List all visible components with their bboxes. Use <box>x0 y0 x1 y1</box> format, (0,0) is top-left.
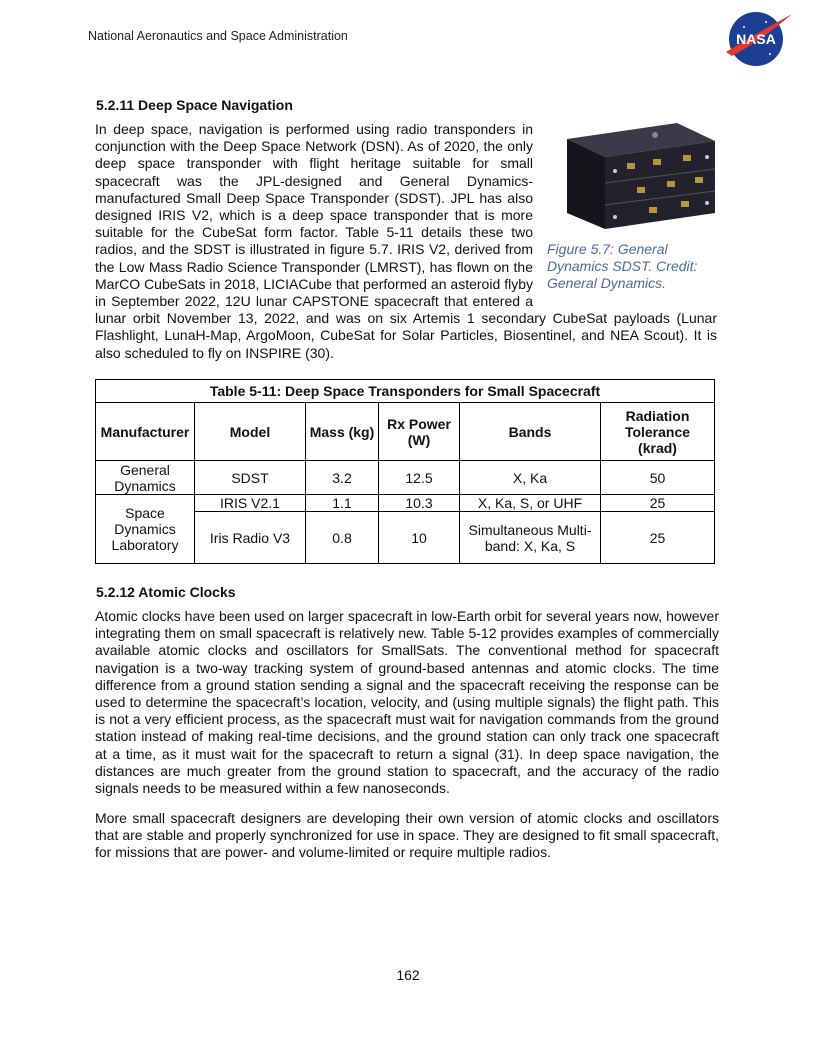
table-cell: 10.3 <box>379 495 460 512</box>
header-org-name: National Aeronautics and Space Administration <box>88 29 348 43</box>
table-header-row <box>96 403 715 461</box>
svg-text:NASA: NASA <box>736 31 776 47</box>
table-cell: 1.1 <box>306 495 379 512</box>
sdst-photo <box>557 121 717 231</box>
transponder-table <box>95 379 715 564</box>
table-cell: X, Ka, S, or UHF <box>460 495 601 512</box>
table-cell: General Dynamics <box>96 461 195 495</box>
atomic-clocks-paragraph-1: Atomic clocks have been used on larger spacecraft in low-Earth orbit for several years now, however integrating them on small spacecraft is relatively new. Table 5-12 provides examples of commercially available atomic clocks and oscillators for SmallSats. The conventional method for spacecraft navigation is a two-way tracking system of ground-based antennas and atomic clocks. The time difference from a ground station sending a signal and the spacecraft receiving the response can be used to determine the spacecraft’s location, velocity, and (using multiple signals) the flight path. This is not a very efficient process, as the spacecraft must wait for navigation commands from the ground station instead of making real-time decisions, and the ground station can only track one spacecraft at a time, as it must wait for the spacecraft to return a signal (31). In deep space navigation, the distances are much greater from the ground station to spacecraft, and the accuracy of the radio signals needs to be measured within a few nanoseconds. <box>95 608 719 797</box>
table-cell: 25 <box>601 512 715 564</box>
table-cell: SDST <box>195 461 306 495</box>
table-cell: 25 <box>601 495 715 512</box>
col-header: Mass (kg) <box>306 403 379 461</box>
table-cell: X, Ka <box>460 461 601 495</box>
table-cell: IRIS V2.1 <box>195 495 306 512</box>
col-header: Manufacturer <box>96 403 195 461</box>
col-header: Model <box>195 403 306 461</box>
table-cell: 0.8 <box>306 512 379 564</box>
atomic-clocks-paragraph-2: More small spacecraft designers are developing their own version of atomic clocks and oscillators that are stable and properly synchronized for use in space. They are designed to fit small spacecraft, for missions that are power- and volume-limited or require multiple radios. <box>95 810 719 861</box>
col-header: Radiation Tolerance (krad) <box>601 403 715 461</box>
table-cell: Iris Radio V3 <box>195 512 306 564</box>
page-number: 162 <box>396 967 420 983</box>
table-row <box>96 461 715 495</box>
nasa-logo <box>722 8 794 68</box>
col-header: Rx Power (W) <box>379 403 460 461</box>
table-cell: 50 <box>601 461 715 495</box>
figure-5-7 <box>547 121 717 309</box>
table-cell: Space Dynamics Laboratory <box>96 495 195 564</box>
table-cell: Simultaneous Multi-band: X, Ka, S <box>460 512 601 564</box>
col-header: Bands <box>460 403 601 461</box>
table-cell: 12.5 <box>379 461 460 495</box>
table-row <box>96 495 715 512</box>
deep-space-body: In deep space, navigation is performed using radio transponders in conjunction with the Deep Space Network (DSN). As of 2020, the only deep space transponder with flight heritage suitable for small spacecraft was the JPL-designed and General Dynamics-manufactured Small Deep Space Transponder (SDST). JPL has also designed IRIS V2, which is a deep space transponder that is more suitable for the CubeSat form factor. Table 5-11 details these two radios, and the SDST is illustrated in figure 5.7. IRIS V2, derived from the Low Mass Radio Science Transponder (LMRST), has flown on the MarCO CubeSats in 2018, LICIACube that performed an asteroid flyby in September 2022, 12U lunar CAPSTONE spacecraft that entered a lunar orbit November 13, 2022, and was on six Artemis 1 secondary CubeSat payloads (Lunar Flashlight, LunaH-Map, ArgoMoon, CubeSat for Solar Particles, Biosentinel, and NEA Scout). It is also scheduled to fly on INSPIRE (30). <box>95 121 717 361</box>
deep-space-paragraph <box>95 121 717 362</box>
figure-caption: Figure 5.7: General Dynamics SDST. Credit: General Dynamics. <box>547 241 698 291</box>
table-cell: 3.2 <box>306 461 379 495</box>
section-title-atomic-clocks: 5.2.12 Atomic Clocks <box>96 584 236 600</box>
table-cell: 10 <box>379 512 460 564</box>
section-title-deep-space: 5.2.11 Deep Space Navigation <box>96 97 293 113</box>
table-caption: Table 5-11: Deep Space Transponders for Small Spacecraft <box>96 380 715 403</box>
